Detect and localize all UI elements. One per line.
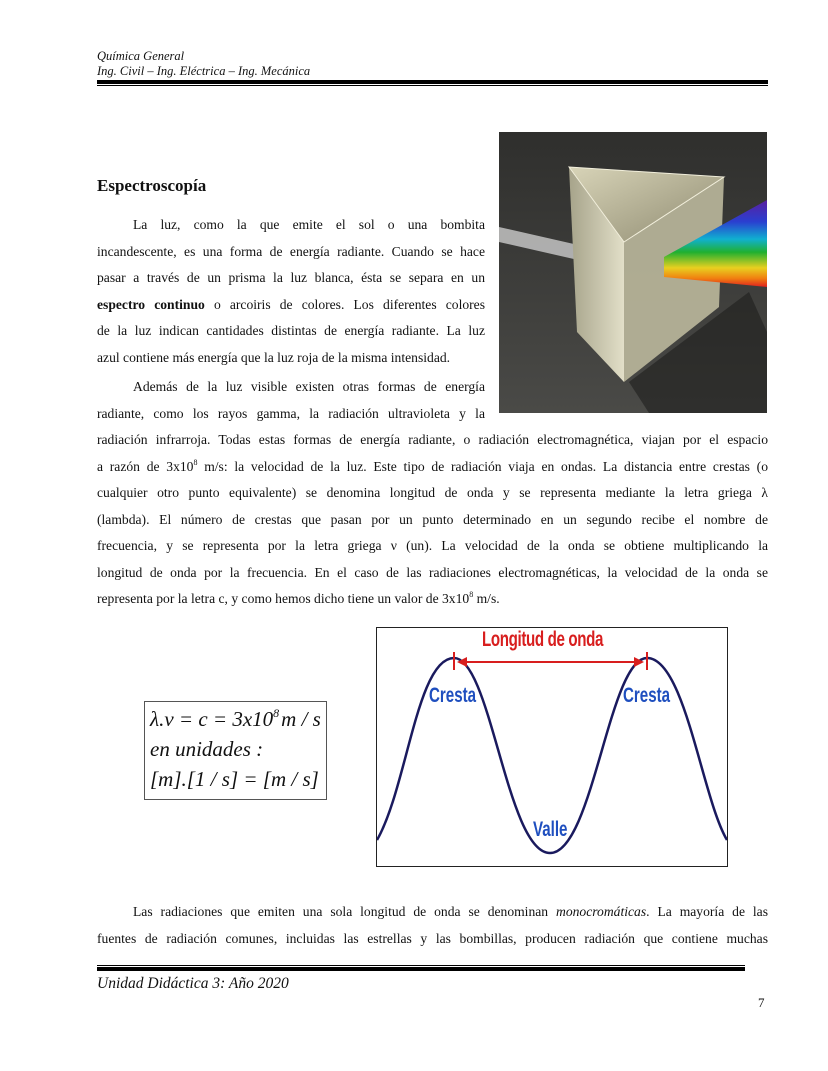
p1-line: azul contiene más energía que la luz roja de la misma intensidad. — [97, 349, 451, 365]
crest-label-right: Cresta — [623, 684, 671, 707]
prism-illustration — [499, 132, 767, 413]
p1-line: La luz, como la que emite el sol o una bombita — [133, 217, 485, 232]
paragraph-2 — [97, 427, 768, 613]
p2-line: Además de la luz visible existen otras formas de energía — [133, 379, 485, 394]
p2-line: radiación infrarroja. Todas estas formas de energía radiante, o radiación electromagnética, viajan por el espacio — [97, 432, 768, 447]
p3-line: fuentes de radiación comunes, incluidas las estrellas y las bombillas, producen radiación que contiene muchas — [97, 930, 768, 946]
p1-line: espectro continuo o arcoiris de colores. Los diferentes colores — [97, 296, 485, 312]
p2-line: frecuencia, y se representa por la letra griega ν (un). La velocidad de la onda se obtiene multiplicando la — [97, 538, 768, 553]
formula-box — [144, 701, 327, 800]
footer-rule-thick — [97, 967, 745, 971]
formula-line-1: $\lambda.\nu = c = 3x10^8m / s$ — [150, 706, 321, 731]
p2-line: longitud de onda por la frecuencia. En el caso de las radiaciones electromagnéticas, la velocidad de la onda se — [97, 564, 768, 580]
paragraph-2-top — [97, 374, 485, 427]
p3-line: Las radiaciones que emiten una sola longitud de onda se denominan monocromáticas. La mayoría de las — [133, 904, 768, 919]
p2-line: a razón de $3x10^8$ m/s: la velocidad de la luz. Este tipo de radiación viaja en ondas. La distancia entre crestas (o — [97, 457, 768, 474]
p1-line: incandescente, es una forma de energía radiante. Cuando se hace — [97, 243, 485, 259]
header-rule-thick — [97, 80, 768, 84]
header-programs: Ing. Civil – Ing. Eléctrica – Ing. Mecánica — [97, 64, 311, 78]
p2-line: representa por la letra c, y como hemos dicho tiene un valor de $3x10^8$ m/s. — [97, 590, 500, 606]
paragraph-3 — [97, 899, 768, 952]
paragraph-1 — [97, 212, 485, 371]
trough-label: Valle — [533, 818, 568, 841]
bold-term: espectro continuo — [97, 296, 205, 312]
prism-image — [499, 132, 767, 413]
formula-line-2: en unidades : — [150, 737, 264, 761]
header-course-title: Química General — [97, 49, 185, 63]
wavelength-label: Longitud de onda — [482, 628, 604, 651]
footer-rule-thin — [97, 965, 745, 966]
footer-unit-label: Unidad Didáctica 3: Año 2020 — [97, 975, 289, 992]
p2-line: cualquier otro punto equivalente) se denomina longitud de onda y se representa mediante la letra griega λ — [97, 485, 768, 500]
p2-line: radiante, como los rayos gamma, la radiación ultravioleta y la — [97, 405, 485, 421]
header-rule-thin — [97, 85, 768, 86]
p2-line: (lambda). El número de crestas que pasan por un punto determinado en un segundo recibe el nombre de — [97, 511, 768, 527]
crest-label-left: Cresta — [429, 684, 477, 707]
section-title: Espectroscopía — [97, 176, 207, 195]
p1-line: pasar a través de un prisma la luz blanca, ésta se separa en un — [97, 270, 485, 285]
page-number: 7 — [758, 995, 765, 1010]
emphasis-term: monocromáticas — [556, 904, 647, 919]
formula-line-3: [m].[1 / s] = [m / s] — [150, 767, 319, 791]
p1-line: de la luz indican cantidades distintas de energía radiante. La luz — [97, 323, 485, 338]
wavelength-diagram — [376, 627, 728, 867]
